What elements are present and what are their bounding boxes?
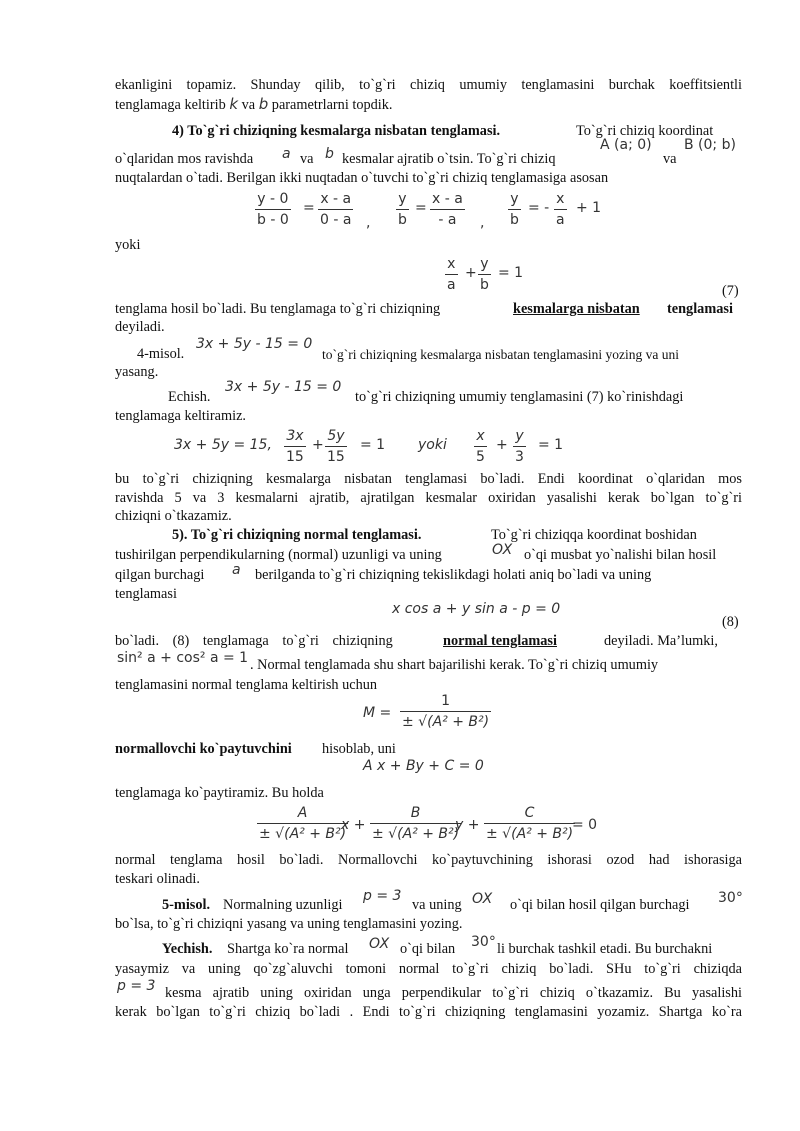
fraction [370,805,461,842]
plus-sign: + [312,437,324,453]
text-span: tushirilgan perpendikularning (normal) uzunligi va uning [115,547,442,563]
text-line: yoki [115,237,141,253]
solution-label: Echish. [168,389,211,405]
fraction [400,693,491,730]
text-span: . Normal tenglamada shu shart bajarilishi kerak. To`g`ri chiziq umumiy [250,657,659,673]
numerator: y [515,428,524,444]
term-underlined: normal tenglamasi [443,633,557,649]
term-underlined: kesmalarga nisbatan [513,301,640,317]
denominator: 0 - a [318,209,353,228]
fraction [284,428,306,465]
axis-ox: OX [472,891,493,907]
text-line: bu to`g`ri chiziqning kesmalarga nisbatan tenglamasi bo`ladi. Endi koordinat o`qlaridan mos [115,471,742,487]
text-line: ravishda 5 va 3 kesmalarni ajratib, ajratilgan kesmalar oxiridan yasalishi kerak bo`lgan to`g`ri [115,490,742,506]
numerator: 5y [327,428,345,444]
denominator: ± √(A² + B²) [484,823,575,842]
numerator: 3x [286,428,304,444]
text-line: tenglamasini normal tenglama keltirish uchun [115,677,378,693]
axis-ox: OX [369,936,390,952]
denominator: b [508,209,521,228]
numerator: 1 [441,693,450,709]
example-label: 4-misol. [137,346,185,362]
section-5-title: 5). To`g`ri chiziqning normal tenglamasi. [172,527,422,543]
text-line: tenglamaga ko`paytiramiz. Bu holda [115,785,324,801]
text-line: bo`lsa, to`g`ri chiziqni yasang va uning tenglamasini yozing. [115,916,463,932]
equation: 3x + 5y - 15 = 0 [196,336,313,352]
equation: 3x + 5y - 15 = 0 [225,379,342,395]
text-line: deyiladi. [115,319,165,335]
fraction [474,428,487,465]
text-span: tenglama hosil bo`ladi. Bu tenglamaga to`g`ri chiziqning [115,301,441,317]
text-span: o`qi musbat yo`nalishi bilan hosil [524,547,717,563]
text-line: normal tenglama hosil bo`ladi. Normallovchi ko`paytuvchining ishorasi ozod had ishorasiga [115,852,742,868]
numerator: x - a [432,191,463,207]
angle-alpha: a [232,562,241,578]
section-4-title: 4) To`g`ri chiziqning kesmalarga nisbatan tenglamasi. [172,123,501,139]
text-span: va [663,151,677,167]
comma: , [480,215,485,231]
fraction [484,805,575,842]
numerator: y [510,191,519,207]
equals-one: = 1 [538,437,564,453]
angle-30: 30° [718,890,743,906]
angle-30: 30° [471,934,496,950]
denominator: a [445,274,458,293]
term-y: y + [455,817,480,833]
equation: 3x + 5y = 15, [174,437,272,453]
comma: , [366,215,371,231]
equals-one: = 1 [360,437,386,453]
text-span: Shartga ko`ra normal [227,941,349,957]
numerator: y - 0 [257,191,289,207]
text-span: kesmalar ajratib o`tsin. To`g`ri chiziq [342,151,556,167]
plus-one: + 1 [576,200,602,216]
solution-label: Yechish. [162,941,213,957]
point-b: B (0; b) [684,137,736,153]
denominator: b [478,274,491,293]
text-line: teskari olinadi. [115,871,200,887]
text-span: o`qi bilan [400,941,456,957]
text-line: tenglamaga keltiramiz. [115,408,246,424]
general-equation: A x + By + C = 0 [363,758,484,774]
denominator: ± √(A² + B²) [370,823,461,842]
denominator: - a [430,209,465,228]
numerator: C [524,805,535,821]
fraction [318,191,353,228]
text-line: tenglamasi [115,586,177,602]
term-x: x + [341,817,366,833]
text-line: yasang. [115,364,159,380]
point-a: A (a; 0) [600,137,652,153]
equation-number: (8) [722,614,739,630]
text-span: tenglamasi [667,301,733,317]
numerator: x [447,256,456,272]
fraction [508,191,521,228]
fraction [445,256,458,293]
fraction [478,256,491,293]
text-span: va [300,151,314,167]
fraction [255,191,291,228]
text-span: to`g`ri chiziqning kesmalarga nisbatan tenglamasini yozing va uni [322,347,680,362]
fraction [430,191,465,228]
p-value: p = 3 [117,978,156,994]
text-span: qilgan burchagi [115,567,205,583]
denominator: ± √(A² + B²) [400,711,491,730]
numerator: y [398,191,407,207]
text-span: parametrlarni topdik. [271,97,393,113]
equation-number: (7) [722,283,739,299]
text-span: kesma ajratib uning oxiridan unga perpendikular to`g`ri chiziq o`tkazamiz. Bu yasalishi [165,985,742,1001]
fraction [396,191,409,228]
text-span: berilganda to`g`ri chiziqning tekislikdagi holati aniq bo`ladi va uning [255,567,652,583]
equals-minus: = - [528,200,550,216]
denominator: b [396,209,409,228]
example-label: 5-misol. [162,897,211,913]
denominator: b - 0 [255,209,291,228]
identity: sin² a + cos² a = 1 [117,650,249,666]
axis-ox: OX [492,542,513,558]
denominator: 5 [474,446,487,465]
text-span: To`g`ri chiziqqa koordinat boshidan [491,527,697,543]
plus-sign: + [496,437,508,453]
equals-zero: = 0 [572,817,598,833]
numerator: y [480,256,489,272]
text-line: chiziqni o`tkazamiz. [115,508,232,524]
text-span: to`g`ri chiziqning umumiy tenglamasini (7) ko`rinishdagi [355,389,684,405]
text-span: bo`ladi. (8) tenglamaga to`g`ri chiziqning [115,633,393,649]
text-line: kerak bo`lgan to`g`ri chiziq bo`ladi . Endi to`g`ri chiziqning tenglamasini yozamiz. Shartga ko`ra [115,1004,742,1020]
fraction [554,191,567,228]
numerator: A [297,805,308,821]
p-value: p = 3 [363,888,402,904]
text-span: To`g`ri chiziq koordinat [576,123,714,139]
text-line: ekanligini topamiz. Shunday qilib, to`g`ri chiziq umumiy tenglamasini burchak koeffitsientli [115,77,742,93]
denominator: 15 [284,446,306,465]
math-b: b [258,95,269,113]
equals-sign: = [415,200,427,216]
fraction [513,428,526,465]
text-span: Normalning uzunligi [223,897,343,913]
text-span: deyiladi. Ma’lumki, [604,633,718,649]
text-span: o`qi bilan hosil qilgan burchagi [510,897,690,913]
math-a: a [282,146,291,162]
plus-sign: + [465,265,477,281]
denominator: 15 [325,446,347,465]
text-span: tenglamaga keltirib [115,97,226,113]
fraction [325,428,347,465]
denominator: ± √(A² + B²) [257,823,348,842]
text-line: yasaymiz va uning qo`zg`aluvchi tomoni normal to`g`ri chiziq bo`ladi. SHu to`g`ri chiziqda [115,961,742,977]
text-span: va uning [412,897,462,913]
denominator: 3 [513,446,526,465]
text-yoki: yoki [418,437,447,453]
text-line [115,96,392,115]
numerator: B [410,805,421,821]
normal-equation: x cos a + y sin a - p = 0 [392,601,561,617]
math-b: b [325,146,334,162]
text-span: o`qlaridan mos ravishda [115,151,254,167]
text-span: va [241,97,256,113]
text-span: li burchak tashkil etadi. Bu burchakni [497,941,713,957]
denominator: a [554,209,567,228]
term-bold: normallovchi ko`paytuvchini [115,741,292,757]
fraction [257,805,348,842]
numerator: x - a [320,191,352,207]
numerator: x [556,191,565,207]
numerator: x [476,428,485,444]
m-label: M = [363,705,392,721]
text-line: nuqtalardan o`tadi. Berilgan ikki nuqtadan o`tuvchi to`g`ri chiziq tenglamasiga asosan [115,170,609,186]
equals-sign: = [303,200,315,216]
math-k: k [229,95,239,113]
text-span: hisoblab, uni [322,741,396,757]
equals-one: = 1 [498,265,524,281]
